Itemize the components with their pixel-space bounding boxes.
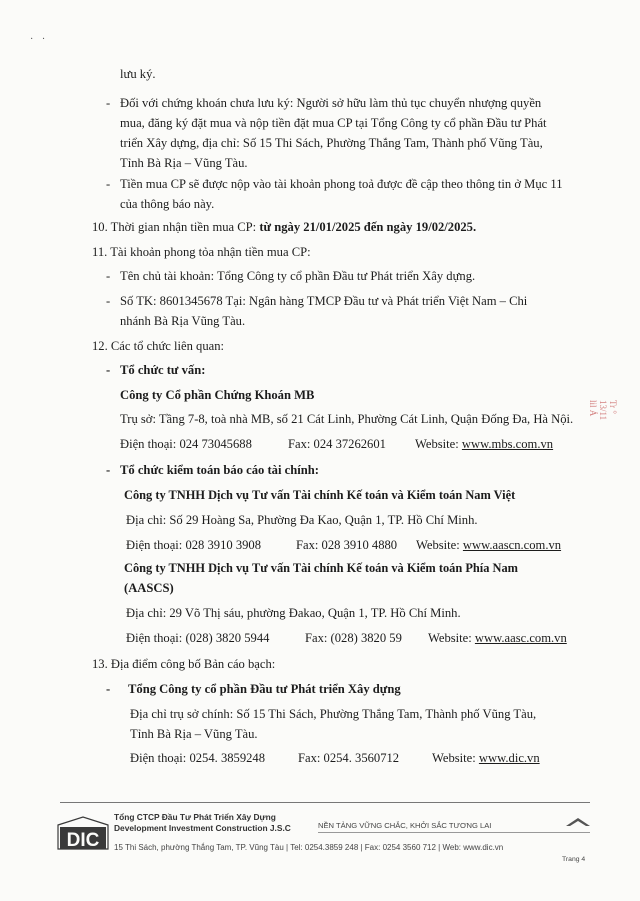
phone-text: Điện thoại: 024 73045688 <box>120 437 252 451</box>
footer-company-en: Development Investment Construction J.S.C <box>114 823 291 833</box>
handwritten-mark: Tr ° 13/11 lil Ả <box>588 400 618 421</box>
website-link[interactable]: www.aasc.com.vn <box>474 631 567 645</box>
fax-text: Fax: 0254. 3560712 <box>298 751 400 765</box>
company-name: Công ty TNHH Dịch vụ Tư vấn Tài chính Kế toán và Kiểm toán Nam Việt <box>124 488 516 502</box>
text-line: Trụ sở: Tầng 7-8, toà nhà MB, số 21 Cát Linh, Phường Cát Linh, Quận Đống Đa, Hà Nội. <box>120 412 574 426</box>
text-line: Đối với chứng khoán chưa lưu ký: Người sở hữu làm thủ tục chuyển nhượng quyền <box>120 96 542 110</box>
dic-logo-icon <box>56 815 110 851</box>
fax-text: Fax: 024 37262601 <box>288 437 386 451</box>
logo-text: DIC <box>66 830 100 851</box>
subheading-auditor: Tổ chức kiểm toán báo cáo tài chính: <box>120 463 319 477</box>
bullet-dash: - <box>106 177 111 191</box>
phone-text: Điện thoại: 028 3910 3908 <box>126 538 262 552</box>
text-line: mua, đăng ký đặt mua và nộp tiền đặt mua CP tại Tổng Công ty cổ phần Đầu tư Phát <box>120 116 547 130</box>
text-line: Địa chỉ: Số 29 Hoàng Sa, Phường Đa Kao, Quận 1, TP. Hồ Chí Minh. <box>126 513 478 527</box>
footer-arrow-icon <box>566 816 590 826</box>
text-line: Tỉnh Bà Rịa – Vũng Tàu. <box>120 156 248 170</box>
bullet-dash: - <box>106 682 111 696</box>
text-line: Tiền mua CP sẽ được nộp vào tài khoản phong toả được đề cập theo thông tin ở Mục 11 <box>120 177 563 191</box>
company-name: Công ty Cổ phần Chứng Khoán MB <box>120 388 315 402</box>
bullet-dash: - <box>106 269 111 283</box>
website-line: Website: www.mbs.com.vn <box>415 437 554 451</box>
footer-slogan: NỀN TẢNG VỮNG CHẮC, KHỞI SẮC TƯƠNG LAI <box>318 821 492 830</box>
bullet-dash: - <box>106 363 111 377</box>
section-heading-11: 11. Tài khoản phong tỏa nhận tiền mua CP: <box>92 245 311 259</box>
text-line: Tỉnh Bà Rịa – Vũng Tàu. <box>130 727 258 741</box>
company-name: Công ty TNHH Dịch vụ Tư vấn Tài chính Kế toán và Kiểm toán Phía Nam <box>124 561 519 575</box>
company-abbr: (AASCS) <box>124 581 174 595</box>
text-line: của thông báo này. <box>120 197 215 211</box>
footer-divider <box>60 802 590 803</box>
page-number: Trang 4 <box>562 856 586 863</box>
website-link[interactable]: www.mbs.com.vn <box>461 437 554 451</box>
company-name: Tổng Công ty cổ phần Đầu tư Phát triển Xây dựng <box>128 682 401 696</box>
subheading-advisor: Tổ chức tư vấn: <box>120 363 206 377</box>
footer-company-vn: Tổng CTCP Đầu Tư Phát Triển Xây Dựng <box>114 812 276 822</box>
text-line: Tên chủ tài khoản: Tổng Công ty cổ phần Đầu tư Phát triển Xây dựng. <box>120 269 476 283</box>
fax-text: Fax: 028 3910 4880 <box>296 538 398 552</box>
text-line: Địa chỉ trụ sở chính: Số 15 Thi Sách, Phường Thắng Tam, Thành phố Vũng Tàu, <box>130 707 537 721</box>
website-link[interactable]: www.dic.vn <box>478 751 540 765</box>
footer-slogan-rule <box>318 832 590 833</box>
text-line: triển Xây dựng, địa chỉ: Số 15 Thi Sách, Phường Thắng Tam, Thành phố Vũng Tàu, <box>120 136 543 150</box>
website-line: Website: www.dic.vn <box>432 751 540 765</box>
phone-text: Điện thoại: (028) 3820 5944 <box>126 631 270 645</box>
fax-text: Fax: (028) 3820 59 <box>305 631 402 645</box>
text-line: Địa chỉ: 29 Võ Thị sáu, phường Đakao, Quận 1, TP. Hồ Chí Minh. <box>126 606 461 620</box>
bullet-dash: - <box>106 294 111 308</box>
website-link[interactable]: www.aascn.com.vn <box>462 538 562 552</box>
footer-address: 15 Thi Sách, phường Thắng Tam, TP. Vũng Tàu | Tel: 0254.3859 248 | Fax: 0254 3560 712 | Web: www.dic.vn <box>114 843 504 852</box>
text-line: Số TK: 8601345678 Tại: Ngân hàng TMCP Đầu tư và Phát triển Việt Nam – Chi <box>120 294 528 308</box>
section-heading-13: 13. Địa điểm công bố Bản cáo bạch: <box>92 657 276 671</box>
text-line: nhánh Bà Rịa Vũng Tàu. <box>120 314 246 328</box>
website-line: Website: www.aascn.com.vn <box>416 538 562 552</box>
section-heading-10: 10. Thời gian nhận tiền mua CP: từ ngày 21/01/2025 đến ngày 19/02/2025. <box>92 220 477 234</box>
phone-text: Điện thoại: 0254. 3859248 <box>130 751 266 765</box>
text-line: lưu ký. <box>120 67 156 81</box>
website-line: Website: www.aasc.com.vn <box>428 631 567 645</box>
corner-marks: · · <box>30 34 49 45</box>
section-heading-12: 12. Các tổ chức liên quan: <box>92 339 225 353</box>
bullet-dash: - <box>106 96 111 110</box>
bullet-dash: - <box>106 463 111 477</box>
